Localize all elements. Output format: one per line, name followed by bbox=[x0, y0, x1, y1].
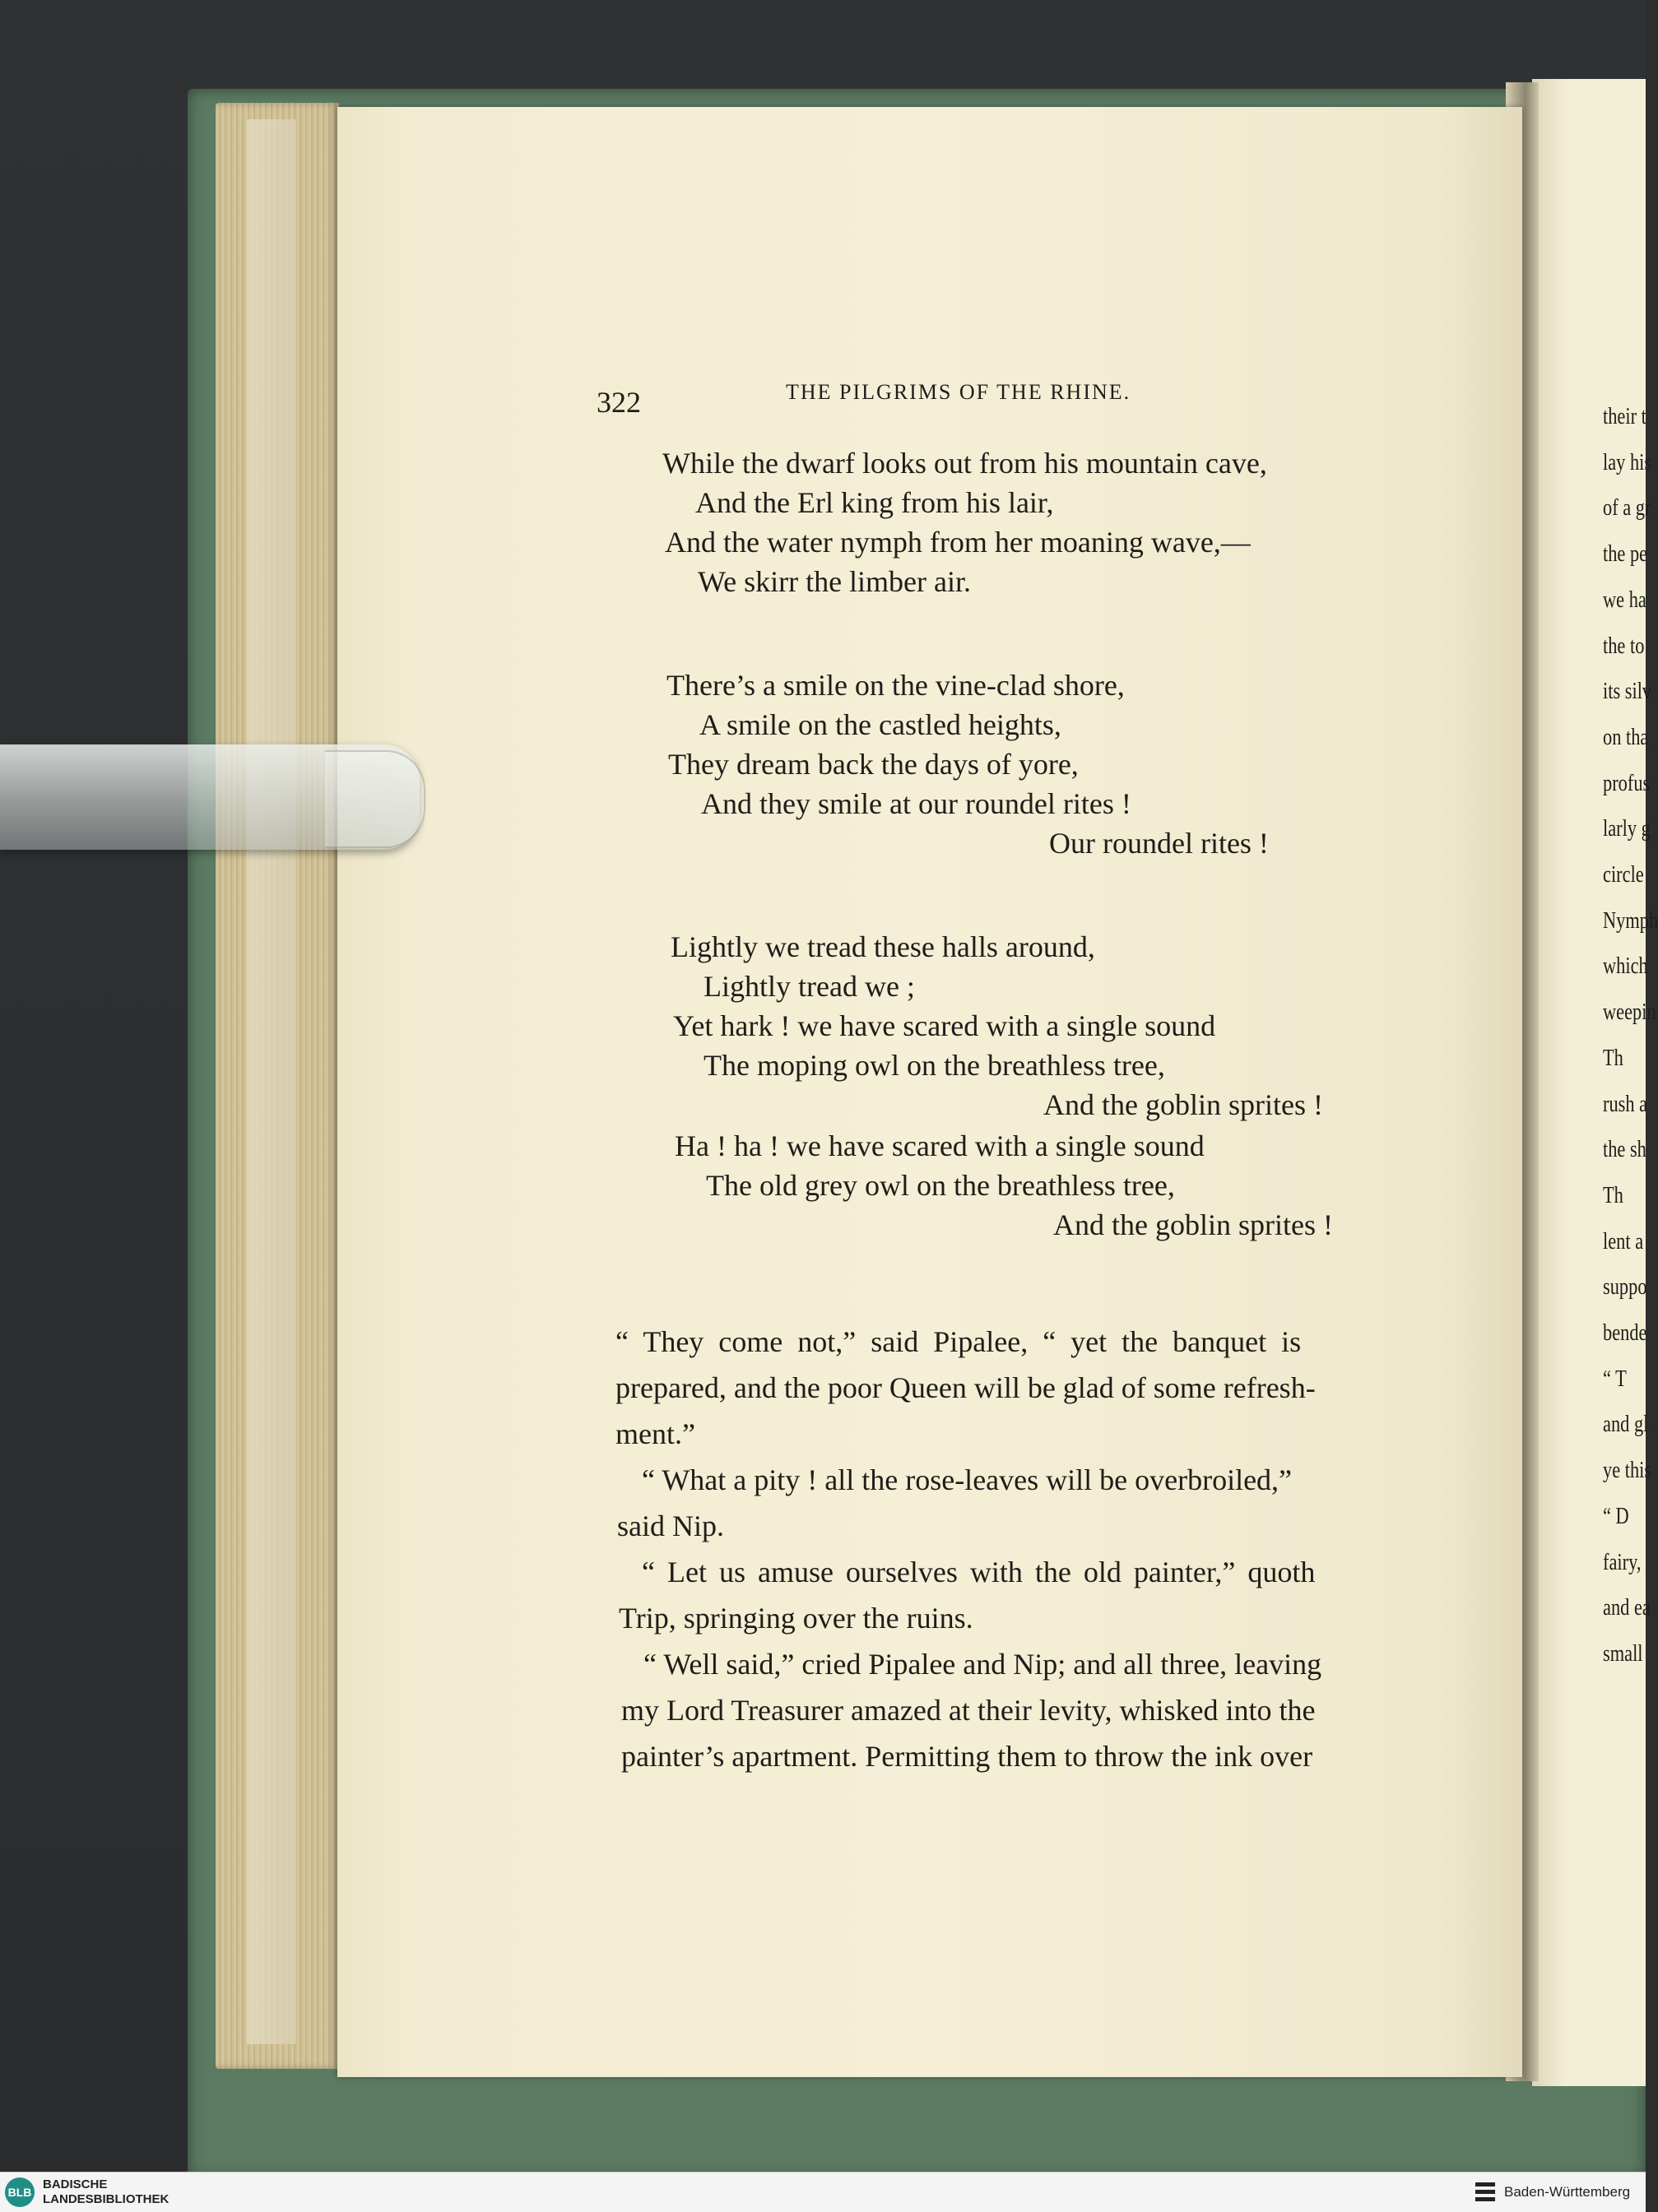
verse-line: The moping owl on the breathless tree, bbox=[704, 1049, 1165, 1082]
verse-line: There’s a smile on the vine-clad shore, bbox=[666, 669, 1125, 702]
facing-page-fragment: the sh bbox=[1603, 1137, 1646, 1163]
facing-page-fragment: larly g bbox=[1603, 816, 1651, 842]
viewer-footer bbox=[0, 2172, 1646, 2212]
verse-line: The old grey owl on the breathless tree, bbox=[706, 1169, 1175, 1202]
facing-page-fragment: the pe bbox=[1603, 541, 1648, 568]
verse-line: And the water nymph from her moaning wave,— bbox=[665, 526, 1251, 559]
prose-line: “ Well said,” cried Pipalee and Nip; and all three, leaving bbox=[643, 1648, 1322, 1681]
verse-line: Lightly tread we ; bbox=[704, 970, 915, 1003]
verse-line: And the goblin sprites ! bbox=[1043, 1088, 1323, 1121]
facing-page-fragment: profus bbox=[1603, 770, 1651, 796]
verse-line: We skirr the limber air. bbox=[698, 565, 971, 598]
prose-line: Trip, springing over the ruins. bbox=[619, 1602, 973, 1635]
facing-page-fragment: “ D bbox=[1603, 1503, 1629, 1529]
verse-line: And they smile at our roundel rites ! bbox=[701, 787, 1131, 820]
prose-line: “ Let us amuse ourselves with the old painter,” quoth bbox=[642, 1556, 1316, 1588]
prose-line: painter’s apartment. Permitting them to throw the ink over bbox=[621, 1740, 1313, 1773]
page-clip-tip bbox=[325, 750, 425, 848]
verse-line: Lightly we tread these halls around, bbox=[671, 930, 1095, 963]
facing-page-fragment: rush a bbox=[1603, 1091, 1648, 1117]
facing-page-fragment: ye this bbox=[1603, 1458, 1652, 1484]
verse-line: Our roundel rites ! bbox=[1049, 827, 1269, 860]
verse-line: A smile on the castled heights, bbox=[699, 708, 1061, 741]
prose-line: ment.” bbox=[615, 1417, 695, 1450]
facing-page-fragment: circle bbox=[1603, 862, 1644, 888]
verse-line: And the Erl king from his lair, bbox=[695, 486, 1054, 519]
page-stack-highlight bbox=[247, 119, 296, 2044]
prose-line: “ They come not,” said Pipalee, “ yet the banquet is bbox=[615, 1325, 1302, 1358]
verse-line: Ha ! ha ! we have scared with a single sound bbox=[675, 1129, 1205, 1162]
facing-page-fragment: Nymph bbox=[1603, 907, 1658, 934]
facing-page-fragment: Th bbox=[1603, 1182, 1623, 1208]
facing-page-fragment: their t bbox=[1603, 404, 1646, 429]
facing-page bbox=[1532, 79, 1658, 2086]
running-title: THE PILGRIMS OF THE RHINE. bbox=[786, 380, 1131, 404]
facing-page-fragment: Th bbox=[1603, 1045, 1623, 1071]
facing-page-fragment: of a gr bbox=[1603, 495, 1651, 522]
verse-line: And the goblin sprites ! bbox=[1053, 1208, 1333, 1241]
facing-page-fragment: “ T bbox=[1603, 1366, 1627, 1392]
facing-page-fragment: suppo bbox=[1603, 1274, 1647, 1301]
library-name bbox=[43, 2177, 169, 2207]
facing-page-fragment: its silv bbox=[1603, 679, 1652, 705]
facing-page-fragment: and gl bbox=[1603, 1412, 1649, 1438]
state-name[interactable]: Baden-Württemberg bbox=[1504, 2184, 1631, 2200]
verse-line: Yet hark ! we have scared with a single sound bbox=[673, 1009, 1216, 1042]
facing-page-fragment: which bbox=[1603, 953, 1648, 980]
facing-page-fragment: the to bbox=[1603, 633, 1645, 659]
facing-page-fragment: and ea bbox=[1603, 1595, 1651, 1621]
prose-line: said Nip. bbox=[617, 1509, 724, 1542]
facing-page-fragment: lent a bbox=[1603, 1228, 1644, 1254]
facing-page-fragment: on tha bbox=[1603, 724, 1649, 750]
facing-page-fragment: fairy, bbox=[1603, 1549, 1642, 1575]
library-name-line1: BADISCHE bbox=[43, 2177, 108, 2191]
facing-page-fragment: bende bbox=[1603, 1320, 1647, 1346]
facing-page-fragment: we ha bbox=[1603, 587, 1646, 613]
library-name-line2: LANDESBIBLIOTHEK bbox=[43, 2192, 170, 2206]
facing-page-fragment: small bbox=[1603, 1640, 1643, 1667]
prose-line: prepared, and the poor Queen will be glad of some refresh- bbox=[615, 1371, 1316, 1404]
prose-line: “ What a pity ! all the rose-leaves will be overbroiled,” bbox=[642, 1463, 1293, 1496]
prose-line: my Lord Treasurer amazed at their levity, whisked into the bbox=[621, 1694, 1316, 1727]
facing-page-fragment: weepin bbox=[1603, 999, 1656, 1026]
page-number: 322 bbox=[597, 386, 641, 419]
verse-line: While the dwarf looks out from his mountain cave, bbox=[662, 447, 1267, 480]
verse-line: They dream back the days of yore, bbox=[668, 748, 1079, 781]
facing-page-fragment: lay his bbox=[1603, 449, 1652, 475]
lions-crest-icon bbox=[1473, 2179, 1498, 2205]
blb-logo-icon[interactable]: BLB bbox=[5, 2177, 35, 2207]
